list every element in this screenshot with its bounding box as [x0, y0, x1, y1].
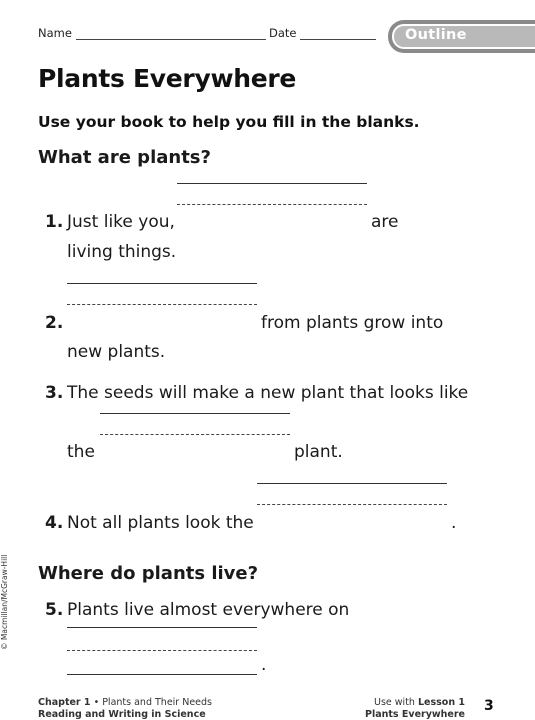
item-5-number: 5. — [45, 600, 64, 620]
blank-3-line[interactable] — [100, 413, 290, 414]
footer-book: Reading and Writing in Science — [38, 709, 206, 720]
blank-5-baseline — [67, 674, 257, 675]
blank-4-dashes — [257, 504, 447, 505]
name-line[interactable] — [76, 28, 266, 40]
page-title: Plants Everywhere — [38, 64, 297, 93]
footer-use-with-label: Use with — [374, 697, 415, 708]
blank-4-line[interactable] — [257, 483, 447, 484]
blank-3-dashes — [100, 434, 290, 435]
blank-2-line[interactable] — [67, 283, 257, 284]
item-4-number: 4. — [45, 513, 64, 533]
footer-chapter: Chapter 1 • Plants and Their Needs — [38, 697, 213, 708]
footer-use-with — [374, 697, 465, 708]
item-3-number: 3. — [45, 383, 64, 403]
item-5-period: . — [261, 655, 267, 675]
page-number: 3 — [484, 698, 494, 714]
date-label: Date — [269, 26, 297, 40]
blank-5-dashes — [67, 650, 257, 651]
outline-tab-label: Outline — [405, 27, 467, 43]
footer-lesson: Lesson 1 — [417, 697, 465, 708]
item-1-line2: living things. — [67, 242, 177, 262]
item-4-period: . — [451, 513, 457, 533]
item-4-text: Not all plants look the — [67, 513, 254, 533]
footer-lesson-title: Plants Everywhere — [364, 709, 465, 720]
blank-1-dashes — [177, 204, 367, 205]
footer-chapter-label: Chapter 1 — [38, 697, 91, 708]
item-5-text: Plants live almost everywhere on — [67, 600, 350, 620]
date-line[interactable] — [300, 28, 376, 40]
section-heading-live: Where do plants live? — [38, 563, 259, 584]
item-2-text-after: from plants grow into — [261, 313, 444, 333]
item-3-line2-before: the — [67, 442, 95, 462]
item-2-line2: new plants. — [67, 342, 166, 362]
blank-1-line[interactable] — [177, 183, 367, 184]
copyright: © Macmillan/McGraw-Hill — [0, 554, 9, 650]
date-field — [269, 26, 376, 40]
name-label: Name — [38, 26, 72, 40]
instruction: Use your book to help you fill in the blanks. — [38, 113, 420, 131]
item-3-text: The seeds will make a new plant that looks like — [67, 383, 469, 403]
item-1-number: 1. — [45, 212, 64, 232]
footer-chapter-title: Plants and Their Needs — [102, 697, 213, 708]
item-3-line2-after: plant. — [294, 442, 343, 462]
item-2-number: 2. — [45, 313, 64, 333]
blank-2-dashes — [67, 304, 257, 305]
item-1-text-after: are — [371, 212, 399, 232]
item-1-text: Just like you, — [67, 212, 175, 232]
blank-5-line[interactable] — [67, 627, 257, 628]
name-field — [38, 26, 266, 40]
section-heading-plants: What are plants? — [38, 147, 211, 168]
